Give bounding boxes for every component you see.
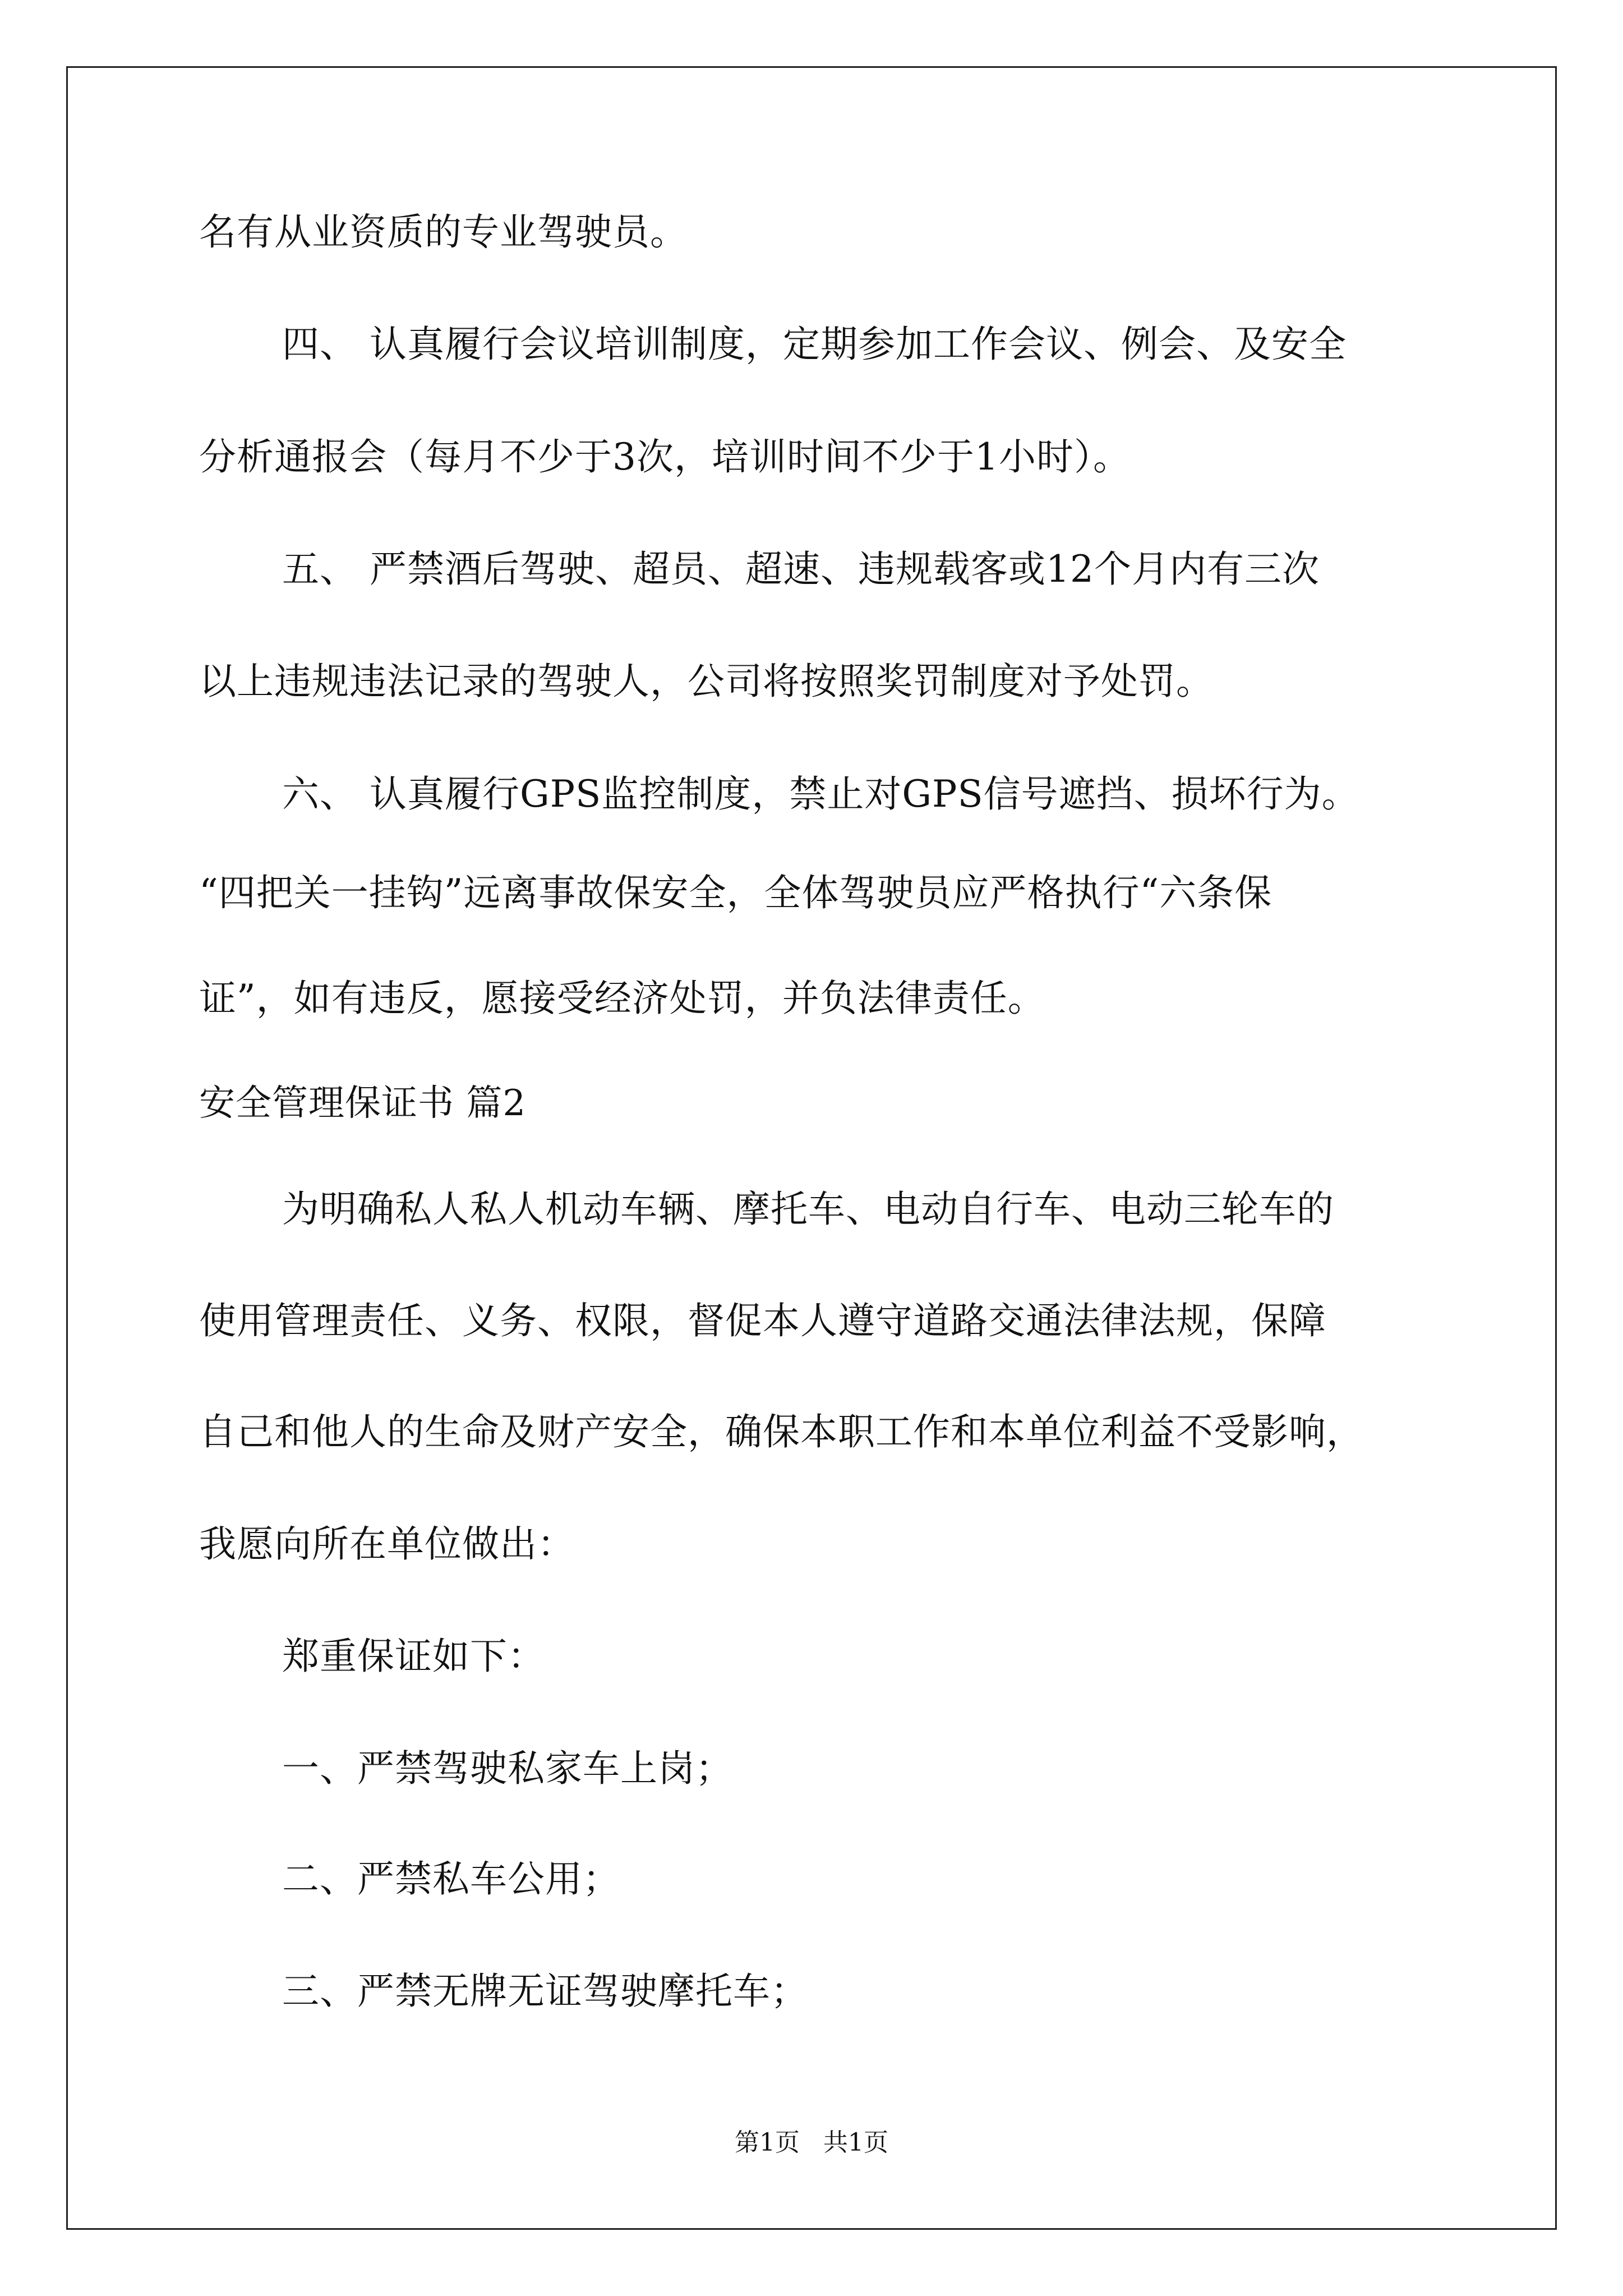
paragraph-line: 五、 严禁酒后驾驶、超员、超速、违规载客或12个月内有三次 [282, 547, 1320, 591]
paragraph-line: 四、 认真履行会议培训制度，定期参加工作会议、例会、及安全 [282, 323, 1347, 366]
list-item: 三、严禁无牌无证驾驶摩托车； [282, 1970, 808, 2013]
list-item: 一、严禁驾驶私家车上岗； [282, 1747, 733, 1790]
paragraph-line: 郑重保证如下： [282, 1635, 545, 1678]
paragraph-line: 证”，如有违反，愿接受经济处罚，并负法律责任。 [199, 977, 1045, 1020]
paragraph-line: 我愿向所在单位做出： [199, 1522, 575, 1566]
paragraph-line: “四把关一挂钩”远离事故保安全，全体驾驶员应严格执行“六条保 [199, 871, 1272, 914]
section-heading: 安全管理保证书 篇2 [199, 1083, 527, 1124]
paragraph-line: 以上违规违法记录的驾驶人，公司将按照奖罚制度对予处罚。 [199, 660, 1214, 703]
page-number-footer: 第1页 共1页 [735, 2128, 888, 2157]
list-item: 二、严禁私车公用； [282, 1857, 620, 1901]
paragraph-line: 为明确私人私人机动车辆、摩托车、电动自行车、电动三轮车的 [282, 1188, 1334, 1231]
paragraph-line: 自己和他人的生命及财产安全，确保本职工作和本单位利益不受影响， [199, 1410, 1364, 1453]
paragraph-line: 名有从业资质的专业驾驶员。 [199, 210, 688, 254]
page-border [66, 66, 1557, 2230]
paragraph-line: 六、 认真履行GPS监控制度，禁止对GPS信号遮挡、损坏行为。 [282, 772, 1359, 816]
paragraph-line: 使用管理责任、义务、权限，督促本人遵守道路交通法律法规，保障 [199, 1299, 1326, 1342]
paragraph-line: 分析通报会（每月不少于3次，培训时间不少于1小时）。 [199, 435, 1131, 478]
